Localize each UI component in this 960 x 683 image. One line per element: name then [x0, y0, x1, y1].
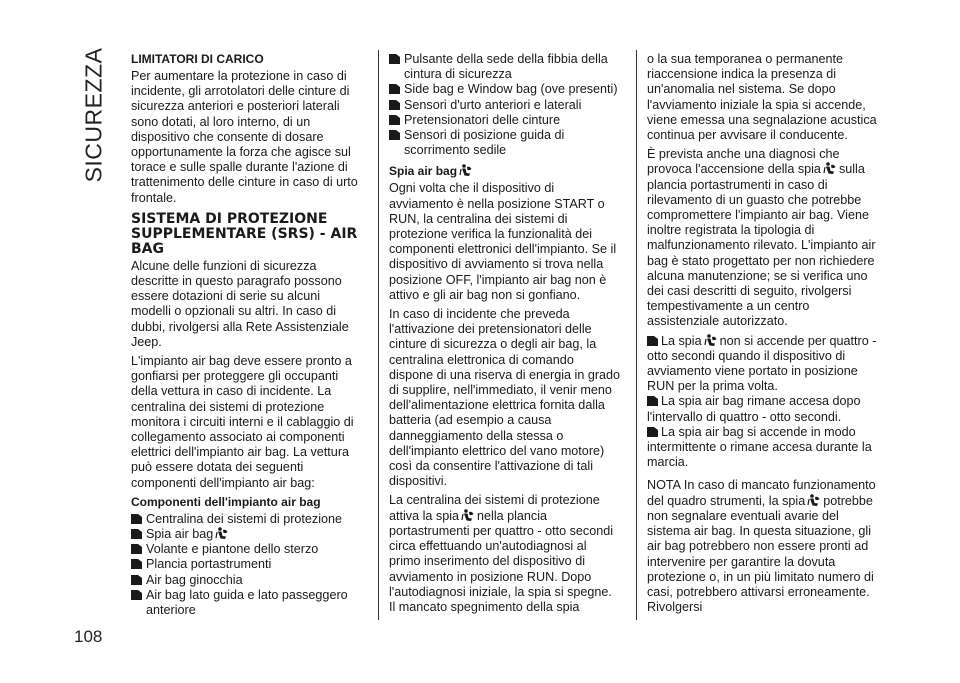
page-number: 108	[74, 627, 103, 646]
list-item: Air bag lato guida e lato passeggero anteriore	[131, 588, 363, 618]
list-item: Side bag e Window bag (ove presenti)	[389, 82, 621, 97]
square-bullet-icon	[389, 100, 400, 110]
section-title: SICUREZZA	[80, 47, 107, 183]
list-item: Air bag ginocchia	[131, 573, 363, 588]
heading-srs: SISTEMA DI PROTEZIONE SUPPLEMENTARE (SRS) - AIR BAG	[131, 210, 358, 257]
airbag-warning-icon	[461, 509, 475, 522]
column-divider	[636, 50, 637, 620]
list-item: La spia air bag rimane accesa dopo l'intervallo di quattro - otto secondi.	[647, 394, 861, 424]
airbag-warning-icon	[823, 162, 837, 175]
list-item: Spia air bag	[131, 527, 363, 542]
square-bullet-icon	[131, 544, 142, 554]
note-paragraph: NOTA In caso di mancato funzionamento del quadro strumenti, la spia potrebbe non segnalare eventuali avarie del sistema air bag. In questa situazione, gli air bag potrebbero non essere pronti ad intervenire per garantire la dovuta protezione o, in un più limitato numero di casi, potrebbero attivarsi erroneamente. Rivolgersi	[647, 478, 876, 615]
list-item: Plancia portastrumenti	[131, 557, 363, 572]
square-bullet-icon	[389, 84, 400, 94]
column-2	[389, 52, 621, 619]
list-item: Sensori di posizione guida di scorrimento sedile	[389, 128, 621, 158]
list-item: Volante e piantone dello sterzo	[131, 542, 363, 557]
column-3	[647, 52, 879, 619]
column-divider	[378, 50, 379, 620]
paragraph: Alcune delle funzioni di sicurezza descritte in questo paragrafo possono essere dotazioni di serie su alcuni modelli o opzionali su altri. In caso di dubbi, rivolgersi alla Rete Assistenziale Jeep.	[131, 258, 349, 349]
list-item: Pulsante della sede della fibbia della cintura di sicurezza	[389, 52, 621, 82]
paragraph: L'impianto air bag deve essere pronto a gonfiarsi per proteggere gli occupanti della vettura in caso di incidente. La centralina dei sistemi di protezione monitora i circuiti interni e il cablaggio di collegamento associato ai componenti elettrici dell'impianto air bag. La vettura può essere dotata dei seguenti componenti dell'impianto air bag:	[131, 354, 354, 490]
paragraph: Ogni volta che il dispositivo di avviamento è nella posizione START o RUN, la centralina dei sistemi di protezione verifica la funzionalità dei componenti elettronici dell'impianto. Se il dispositivo di avviamento si trova nella posizione OFF, l'impianto air bag non è attivo e gli air bag non si gonfiano.	[389, 181, 617, 302]
heading-spia: Spia air bag	[389, 164, 621, 179]
paragraph: o la sua temporanea o permanente riaccensione indica la presenza di un'anomalia nel sistema. Se dopo l'avviamento iniziale la spia si accende, viene emessa una segnalazione acustica continua per avvisare il conducente.	[647, 52, 877, 143]
square-bullet-icon	[389, 115, 400, 125]
list-item: Centralina dei sistemi di protezione	[131, 512, 363, 527]
list-item: Pretensionatori delle cinture	[389, 113, 621, 128]
column-1	[131, 52, 363, 618]
airbag-warning-icon	[807, 494, 821, 507]
list-item: Sensori d'urto anteriori e laterali	[389, 98, 621, 113]
paragraph: La centralina dei sistemi di protezione attiva la spia nella plancia portastrumenti per quattro - otto secondi circa effettuando un'autodiagnosi al primo inserimento del dispositivo di avviamento in posizione RUN. Dopo l'autodiagnosi iniziale, la spia si spegne. Il mancato spegnimento della spia	[389, 493, 614, 614]
square-bullet-icon	[131, 559, 142, 569]
list-item: La spia non si accende per quattro - otto secondi quando il dispositivo di avviamento viene portato in posizione RUN per la prima volta.	[647, 333, 877, 394]
heading-componenti: Componenti dell'impianto air bag	[131, 494, 321, 509]
airbag-warning-icon	[459, 164, 473, 177]
square-bullet-icon	[647, 427, 658, 437]
paragraph: In caso di incidente che preveda l'attivazione dei pretensionatori delle cinture di sicurezza o degli air bag, la centralina elettronica di comando dispone di una riserva di energia in grado di supplire, nell'immediato, il venir meno dell'alimentazione elettrica fornita dalla batteria (ad esempio a causa danneggiamento della stessa o dell'impianto elettrico del vano motore) così da consentire l'attivazione di tali dispositivi.	[389, 307, 621, 489]
airbag-warning-icon	[704, 334, 718, 347]
square-bullet-icon	[131, 514, 142, 524]
airbag-warning-icon	[215, 527, 229, 540]
paragraph-limitatori: Per aumentare la protezione in caso di incidente, gli arrotolatori delle cinture di sicurezza anteriori e posteriori laterali sono dotati, al loro interno, di un dispositivo che consente di dosare opportunamente la forza che agisce sul torace e sulle spalle durante l'azione di trattenimento delle cinture in caso di urto frontale.	[131, 69, 358, 205]
square-bullet-icon	[647, 396, 658, 406]
heading-limitatori: LIMITATORI DI CARICO	[131, 52, 264, 66]
square-bullet-icon	[389, 54, 400, 64]
square-bullet-icon	[389, 130, 400, 140]
square-bullet-icon	[131, 590, 142, 600]
square-bullet-icon	[131, 529, 142, 539]
list-item: La spia air bag si accende in modo intermittente o rimane accesa durante la marcia.	[647, 424, 872, 470]
square-bullet-icon	[647, 336, 658, 346]
section-title-vertical	[74, 47, 114, 183]
paragraph: È prevista anche una diagnosi che provoca l'accensione della spia sulla plancia portastrumenti in caso di rilevamento di un guasto che potrebbe compromettere l'impianto air bag. Viene inoltre registrata la tipologia di malfunzionamento rilevato. L'impianto air bag è stato progettato per non richiedere alcuna manutenzione; se si verifica uno dei casi descritti di seguito, rivolgersi tempestivamente a un centro assistenziale autorizzato.	[647, 147, 876, 329]
square-bullet-icon	[131, 575, 142, 585]
